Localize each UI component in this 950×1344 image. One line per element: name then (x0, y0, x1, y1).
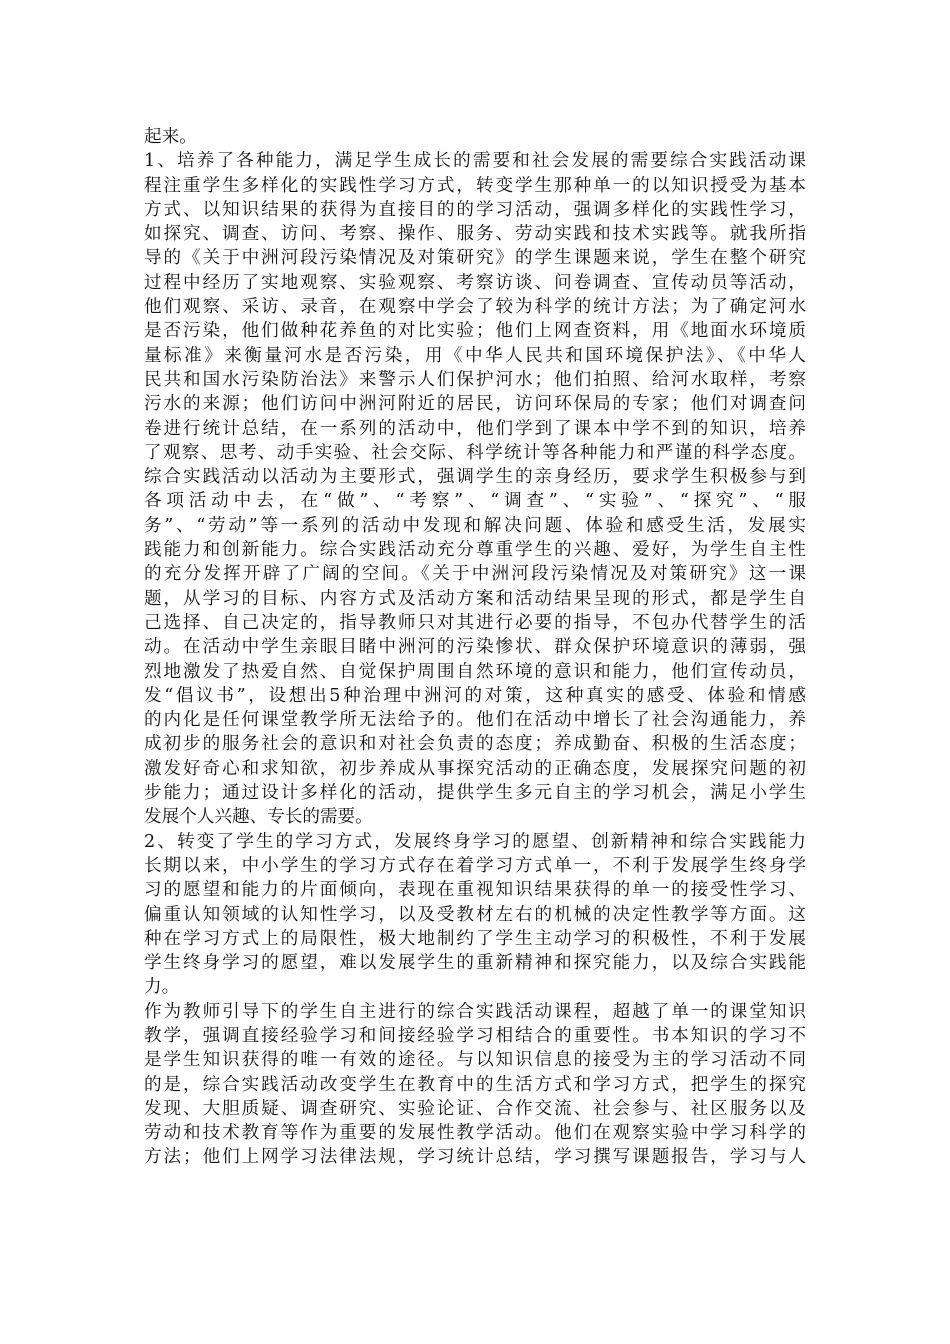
text-line: 偏重认知领域的认知性学习，以及受教材左右的机械的决定性教学等方面。这 (144, 904, 806, 925)
text-line: 成初步的服务社会的意识和对社会负责的态度；养成勤奋、积极的生活态度； (144, 734, 806, 755)
text-line: 发“倡议书”，设想出5种治理中洲河的对策，这种真实的感受、体验和情感 (144, 685, 806, 706)
text-line: 是学生知识获得的唯一有效的途径。与以知识信息的接受为主的学习活动不同 (144, 1050, 806, 1071)
text-line: 导的《关于中洲河段污染情况及对策研究》的学生课题来说，学生在整个研究 (144, 248, 806, 269)
text-line: 了观察、思考、动手实验、社会交际、科学统计等各种能力和严谨的科学态度。 (144, 442, 806, 463)
text-line: 的是，综合实践活动改变学生在教育中的生活方式和学习方式，把学生的探究 (144, 1074, 806, 1095)
text-line: 力。 (144, 977, 180, 998)
text-line: 习的愿望和能力的片面倾向，表现在重视知识结果获得的单一的接受性学习、 (144, 880, 806, 901)
text-line: 方法；他们上网学习法律法规，学习统计总结，学习撰写课题报告，学习与人 (144, 1147, 806, 1168)
text-line: 己选择、自己决定的，指导教师只对其进行必要的指导，不包办代替学生的活 (144, 612, 806, 633)
text-line: 各项活动中去，在“做”、“考察”、“调查”、“实验”、“探究”、“服 (144, 491, 806, 512)
text-line: 量标准》来衡量河水是否污染，用《中华人民共和国环境保护法》、《中华人 (144, 345, 806, 366)
text-line: 务”、“劳动”等一系列的活动中发现和解决问题、体验和感受生活，发展实 (144, 515, 806, 536)
text-line: 激发好奇心和求知欲，初步养成从事探究活动的正确态度，发展探究问题的初 (144, 758, 806, 779)
text-line: 学生终身学习的愿望，难以发展学生的重新精神和探究能力，以及综合实践能 (144, 953, 806, 974)
text-line: 是否污染，他们做种花养鱼的对比实验；他们上网查资料，用《地面水环境质 (144, 321, 806, 342)
text-line: 他们观察、采访、录音，在观察中学会了较为科学的统计方法；为了确定河水 (144, 297, 806, 318)
text-line: 的内化是任何课堂教学所无法给予的。他们在活动中增长了社会沟通能力，养 (144, 710, 806, 731)
text-line: 起来。 (144, 127, 197, 147)
text-line: 教学，强调直接经验学习和间接经验学习相结合的重要性。书本知识的学习不 (144, 1025, 806, 1046)
document-page (144, 125, 806, 1170)
text-line: 卷进行统计总结，在一系列的活动中，他们学到了课本中学不到的知识，培养 (144, 418, 806, 439)
text-line: 动。在活动中学生亲眼目睹中洲河的污染惨状、群众保护环境意识的薄弱，强 (144, 637, 806, 658)
text-line: 污水的来源；他们访问中洲河附近的居民，访问环保局的专家；他们对调查问 (144, 394, 806, 415)
text-line: 作为教师引导下的学生自主进行的综合实践活动课程，超越了单一的课堂知识 (144, 1001, 806, 1022)
text-line: 民共和国水污染防治法》来警示人们保护河水；他们拍照、给河水取样，考察 (144, 369, 806, 390)
text-line: 烈地激发了热爱自然、自觉保护周围自然环境的意识和能力，他们宣传动员， (144, 661, 806, 682)
text-line: 2、转变了学生的学习方式，发展终身学习的愿望、创新精神和综合实践能力 (144, 831, 806, 852)
text-line: 如探究、调查、访问、考察、操作、服务、劳动实践和技术实践等。就我所指 (144, 224, 806, 245)
text-line: 践能力和创新能力。综合实践活动充分尊重学生的兴趣、爱好，为学生自主性 (144, 540, 806, 561)
text-line: 方式、以知识结果的获得为直接目的的学习活动，强调多样化的实践性学习， (144, 199, 806, 220)
text-line: 过程中经历了实地观察、实验观察、考察访谈、问卷调查、宣传动员等活动， (144, 272, 806, 293)
text-line: 综合实践活动以活动为主要形式，强调学生的亲身经历，要求学生积极参与到 (144, 467, 806, 488)
text-line: 1、培养了各种能力，满足学生成长的需要和社会发展的需要综合实践活动课 (144, 151, 806, 172)
text-line: 发展个人兴趣、专长的需要。 (144, 807, 373, 828)
text-line: 步能力；通过设计多样化的活动，提供学生多元自主的学习机会，满足小学生 (144, 783, 806, 804)
text-line: 发现、大胆质疑、调查研究、实验论证、合作交流、社会参与、社区服务以及 (144, 1098, 806, 1119)
text-line: 程注重学生多样化的实践性学习方式，转变学生那种单一的以知识授受为基本 (144, 175, 806, 196)
text-line: 的充分发挥开辟了广阔的空间。《关于中洲河段污染情况及对策研究》这一课 (144, 564, 806, 585)
text-line: 题，从学习的目标、内容方式及活动方案和活动结果呈现的形式，都是学生自 (144, 588, 806, 609)
text-line: 长期以来，中小学生的学习方式存在着学习方式单一，不利于发展学生终身学 (144, 855, 806, 876)
text-line: 种在学习方式上的局限性，极大地制约了学生主动学习的积极性，不利于发展 (144, 928, 806, 949)
text-line: 劳动和技术教育等作为重要的发展性教学活动。他们在观察实验中学习科学的 (144, 1123, 806, 1144)
